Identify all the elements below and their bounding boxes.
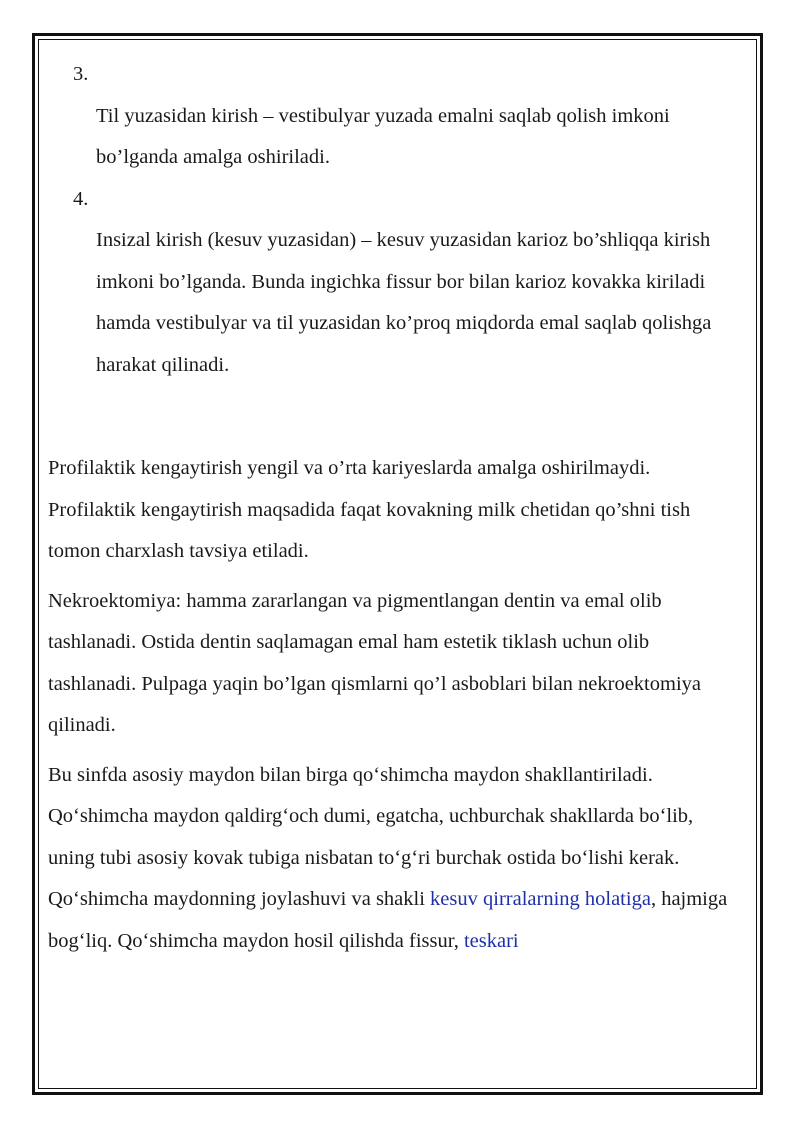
paragraph-text: , hajmiga bog‘liq. Qo‘shimcha maydon hosil qilishda fissur, <box>48 888 728 952</box>
section-spacer <box>48 386 738 448</box>
document-body <box>48 54 738 970</box>
paragraph-nekroektomiya: Nekroektomiya: hamma zararlangan va pigmentlangan dentin va emal olib tashlanadi. Ostida dentin saqlamagan emal ham estetik tiklash uchun olib tashlanadi. Pulpaga yaqin bo’lgan qismlarni qo’l asboblari bilan nekroektomiya qilinadi. <box>48 589 701 736</box>
link-kesuv-qirralar[interactable]: kesuv qirralarning holatiga <box>430 888 651 910</box>
paragraph-qoshimcha-maydon <box>48 755 738 963</box>
link-teskari[interactable]: teskari <box>463 929 519 952</box>
paragraph-profilaktik: Profilaktik kengaytirish yengil va o’rta kariyeslarda amalga oshirilmaydi. Profilaktik kengaytirish maqsadida faqat kovakning milk chetidan qo’shni tish tomon charxlash tavsiya etiladi. <box>48 457 691 562</box>
list-item-number: 4. <box>73 187 89 210</box>
paragraph-text: Bu sinfda asosiy maydon bilan birga qo‘shimcha maydon shakllantiriladi. Qo‘shimcha maydon qaldirg‘och dumi, egatcha, uchburchak shakllarda bo‘lib, uning tubi asosiy kovak tubiga nisbatan to‘g‘ri burchak ostida bo‘lishi kerak. Qo‘shimcha maydonning joylashuvi va shakli <box>48 763 694 910</box>
list-item-4 <box>48 179 738 387</box>
list-item-3 <box>48 54 738 179</box>
list-item-text: Insizal kirish (kesuv yuzasidan) – kesuv yuzasidan karioz bo’shliqqa kirish imkoni bo’lganda. Bunda ingichka fissur bor bilan karioz kovakka kiriladi hamda vestibulyar va til yuzasidan ko’proq miqdorda emal saqlab qolishga harakat qilinadi. <box>96 229 712 376</box>
list-item-number: 3. <box>73 63 89 85</box>
list-item-text: Til yuzasidan kirish – vestibulyar yuzada emalni saqlab qolish imkoni bo’lganda amalga oshiriladi. <box>96 104 670 168</box>
